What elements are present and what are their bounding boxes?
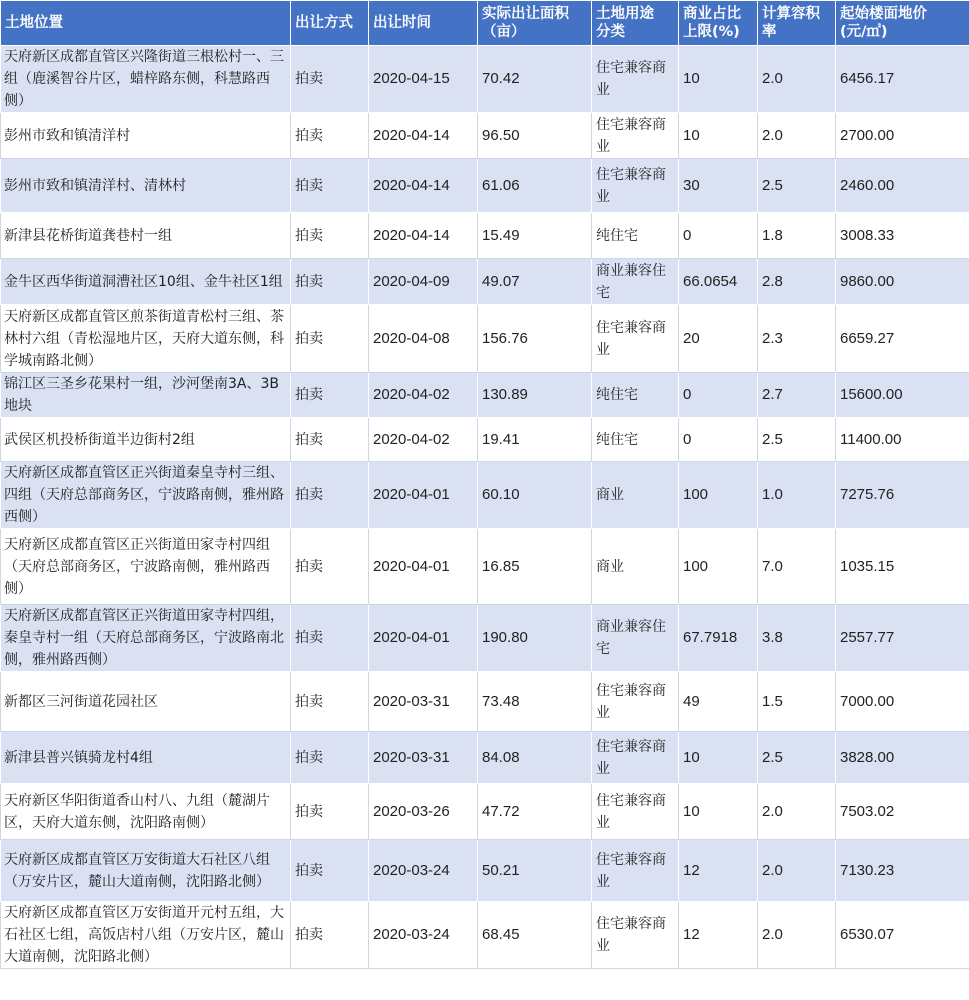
cell-date: 2020-04-14 [369,113,478,159]
cell-date: 2020-04-01 [369,529,478,605]
cell-location: 新都区三河街道花园社区 [1,672,291,732]
cell-location: 金牛区西华街道洞漕社区10组、金牛社区1组 [1,259,291,305]
cell-area: 19.41 [478,418,592,462]
cell-commercial-pct: 49 [679,672,758,732]
cell-use: 住宅兼容商业 [592,902,679,969]
cell-method: 拍卖 [291,462,369,529]
cell-commercial-pct: 30 [679,159,758,213]
cell-area: 130.89 [478,373,592,418]
table-row [1,259,969,305]
cell-price: 6659.27 [836,305,969,373]
cell-date: 2020-03-26 [369,784,478,840]
cell-area: 49.07 [478,259,592,305]
cell-use: 住宅兼容商业 [592,159,679,213]
table-row [1,462,969,529]
cell-method: 拍卖 [291,784,369,840]
cell-far: 2.8 [758,259,836,305]
cell-location: 天府新区成都直管区万安街道开元村五组，大石社区七组，高饭店村八组（万安片区，麓山大道南侧，沈阳路北侧） [1,902,291,969]
cell-area: 15.49 [478,213,592,259]
cell-price: 6456.17 [836,46,969,113]
cell-location: 天府新区成都直管区煎茶街道青松村三组、茶林村六组（青松湿地片区，天府大道东侧，科学城南路北侧） [1,305,291,373]
cell-price: 7130.23 [836,840,969,902]
cell-date: 2020-04-01 [369,605,478,672]
cell-commercial-pct: 12 [679,840,758,902]
table-row [1,784,969,840]
table-row [1,902,969,969]
cell-area: 156.76 [478,305,592,373]
cell-method: 拍卖 [291,159,369,213]
cell-price: 7275.76 [836,462,969,529]
cell-area: 68.45 [478,902,592,969]
cell-use: 纯住宅 [592,373,679,418]
header-date: 出让时间 [369,1,478,46]
cell-location: 武侯区机投桥街道半边街村2组 [1,418,291,462]
cell-method: 拍卖 [291,113,369,159]
cell-price: 7503.02 [836,784,969,840]
cell-date: 2020-04-09 [369,259,478,305]
cell-use: 住宅兼容商业 [592,840,679,902]
cell-price: 7000.00 [836,672,969,732]
cell-price: 3828.00 [836,732,969,784]
cell-date: 2020-04-15 [369,46,478,113]
cell-location: 新津县普兴镇骑龙村4组 [1,732,291,784]
cell-method: 拍卖 [291,840,369,902]
cell-price: 3008.33 [836,213,969,259]
cell-use: 住宅兼容商业 [592,305,679,373]
cell-area: 96.50 [478,113,592,159]
table-row [1,213,969,259]
table-row [1,732,969,784]
cell-area: 84.08 [478,732,592,784]
cell-location: 锦江区三圣乡花果村一组，沙河堡南3A、3B地块 [1,373,291,418]
cell-commercial-pct: 10 [679,732,758,784]
cell-method: 拍卖 [291,418,369,462]
table-row [1,113,969,159]
cell-use: 商业兼容住宅 [592,259,679,305]
cell-date: 2020-04-14 [369,159,478,213]
cell-use: 住宅兼容商业 [592,784,679,840]
table-row [1,46,969,113]
cell-far: 3.8 [758,605,836,672]
cell-price: 2700.00 [836,113,969,159]
table-row [1,840,969,902]
cell-date: 2020-03-31 [369,672,478,732]
cell-location: 彭州市致和镇清洋村、清林村 [1,159,291,213]
cell-price: 1035.15 [836,529,969,605]
cell-use: 住宅兼容商业 [592,672,679,732]
cell-use: 住宅兼容商业 [592,732,679,784]
cell-commercial-pct: 0 [679,418,758,462]
cell-method: 拍卖 [291,902,369,969]
header-commercial-pct: 商业占比 上限(%) [679,1,758,46]
cell-area: 73.48 [478,672,592,732]
cell-far: 1.5 [758,672,836,732]
header-location: 土地位置 [1,1,291,46]
cell-commercial-pct: 10 [679,46,758,113]
cell-date: 2020-04-01 [369,462,478,529]
cell-location: 天府新区成都直管区正兴街道秦皇寺村三组、四组（天府总部商务区，宁波路南侧，雅州路西侧） [1,462,291,529]
cell-commercial-pct: 66.0654 [679,259,758,305]
cell-location: 天府新区成都直管区正兴街道田家寺村四组，秦皇寺村一组（天府总部商务区，宁波路南北侧，雅州路西侧） [1,605,291,672]
cell-commercial-pct: 10 [679,113,758,159]
cell-method: 拍卖 [291,529,369,605]
cell-date: 2020-03-24 [369,840,478,902]
cell-location: 天府新区成都直管区万安街道大石社区八组（万安片区，麓山大道南侧，沈阳路北侧） [1,840,291,902]
cell-price: 9860.00 [836,259,969,305]
cell-area: 60.10 [478,462,592,529]
cell-far: 2.5 [758,159,836,213]
cell-method: 拍卖 [291,305,369,373]
cell-price: 6530.07 [836,902,969,969]
cell-location: 彭州市致和镇清洋村 [1,113,291,159]
cell-method: 拍卖 [291,373,369,418]
cell-price: 15600.00 [836,373,969,418]
table-row [1,605,969,672]
cell-location: 天府新区华阳街道香山村八、九组（麓湖片区，天府大道东侧，沈阳路南侧） [1,784,291,840]
cell-far: 2.0 [758,46,836,113]
cell-price: 2557.77 [836,605,969,672]
cell-method: 拍卖 [291,732,369,784]
cell-commercial-pct: 10 [679,784,758,840]
header-use: 土地用途 分类 [592,1,679,46]
cell-date: 2020-03-31 [369,732,478,784]
cell-commercial-pct: 0 [679,373,758,418]
header-method: 出让方式 [291,1,369,46]
cell-area: 50.21 [478,840,592,902]
cell-area: 61.06 [478,159,592,213]
cell-far: 2.5 [758,418,836,462]
cell-method: 拍卖 [291,605,369,672]
table-row [1,672,969,732]
cell-date: 2020-04-14 [369,213,478,259]
cell-area: 70.42 [478,46,592,113]
cell-use: 商业兼容住宅 [592,605,679,672]
cell-use: 商业 [592,529,679,605]
cell-date: 2020-04-08 [369,305,478,373]
cell-commercial-pct: 0 [679,213,758,259]
table-row [1,418,969,462]
cell-far: 2.5 [758,732,836,784]
cell-far: 7.0 [758,529,836,605]
table-row [1,373,969,418]
cell-far: 1.0 [758,462,836,529]
cell-use: 纯住宅 [592,213,679,259]
cell-use: 住宅兼容商业 [592,113,679,159]
cell-area: 16.85 [478,529,592,605]
cell-commercial-pct: 100 [679,462,758,529]
cell-method: 拍卖 [291,213,369,259]
cell-date: 2020-03-24 [369,902,478,969]
cell-use: 住宅兼容商业 [592,46,679,113]
cell-far: 2.0 [758,784,836,840]
header-row [1,1,969,46]
table-row [1,529,969,605]
cell-far: 2.3 [758,305,836,373]
cell-method: 拍卖 [291,259,369,305]
table-row [1,159,969,213]
cell-date: 2020-04-02 [369,373,478,418]
header-price: 起始楼面地价 (元/㎡) [836,1,969,46]
cell-far: 2.0 [758,840,836,902]
cell-location: 新津县花桥街道龚巷村一组 [1,213,291,259]
cell-date: 2020-04-02 [369,418,478,462]
cell-area: 47.72 [478,784,592,840]
cell-far: 2.0 [758,113,836,159]
cell-commercial-pct: 20 [679,305,758,373]
cell-commercial-pct: 12 [679,902,758,969]
cell-location: 天府新区成都直管区兴隆街道三根松村一、三组（鹿溪智谷片区，蜡梓路东侧，科慧路西侧） [1,46,291,113]
cell-commercial-pct: 100 [679,529,758,605]
cell-area: 190.80 [478,605,592,672]
cell-method: 拍卖 [291,46,369,113]
cell-use: 商业 [592,462,679,529]
cell-far: 2.7 [758,373,836,418]
cell-price: 2460.00 [836,159,969,213]
cell-use: 纯住宅 [592,418,679,462]
cell-price: 11400.00 [836,418,969,462]
cell-method: 拍卖 [291,672,369,732]
cell-commercial-pct: 67.7918 [679,605,758,672]
cell-location: 天府新区成都直管区正兴街道田家寺村四组（天府总部商务区，宁波路南侧，雅州路西侧） [1,529,291,605]
header-area: 实际出让面积 （亩） [478,1,592,46]
cell-far: 2.0 [758,902,836,969]
header-far: 计算容积 率 [758,1,836,46]
cell-far: 1.8 [758,213,836,259]
table-row [1,305,969,373]
